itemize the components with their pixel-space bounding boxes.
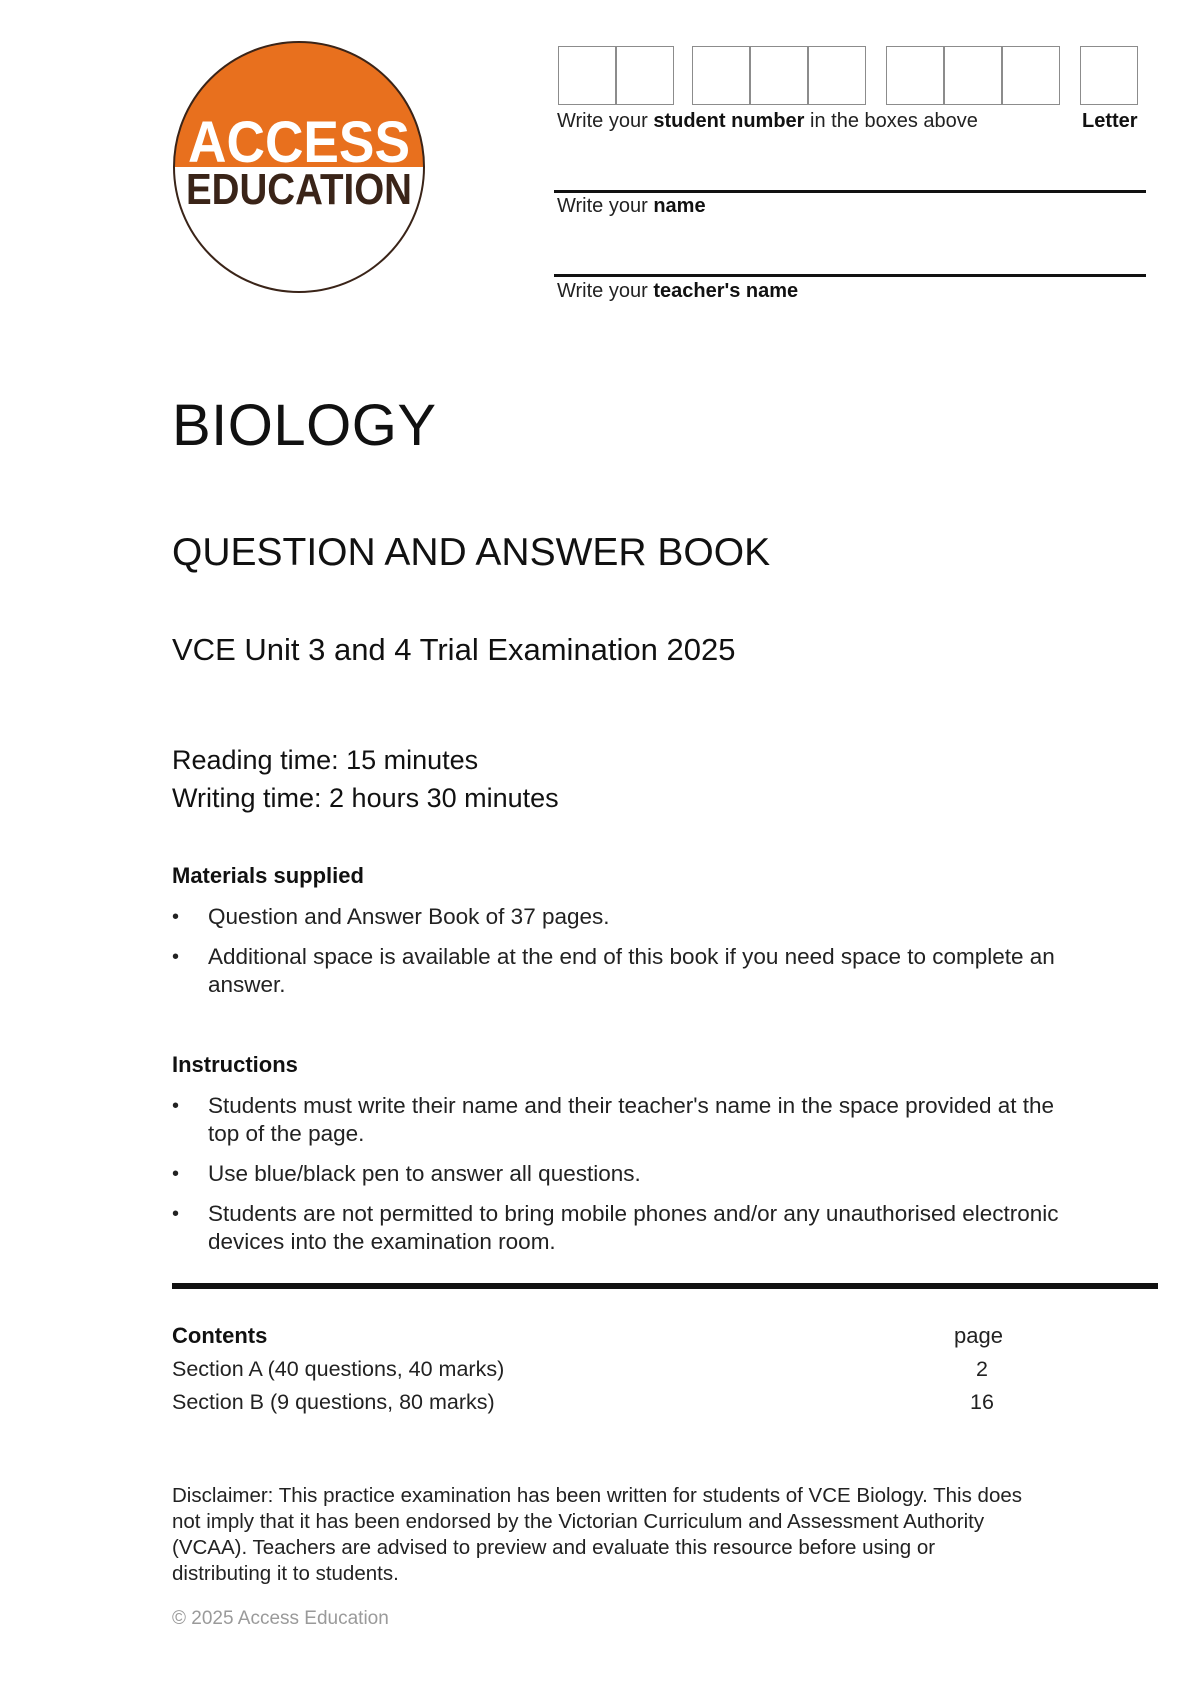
list-item: • Additional space is available at the end of this book if you need space to complete an answer.: [172, 944, 1055, 997]
logo-text-education: EDUCATION: [186, 165, 412, 214]
contents-row-page: 16: [970, 1390, 994, 1414]
student-number-label: Write your student number in the boxes above: [557, 110, 978, 132]
page-subtitle: QUESTION AND ANSWER BOOK: [172, 531, 771, 574]
contents-row: [172, 1390, 1012, 1415]
logo-text-access: ACCESS: [188, 110, 410, 175]
copyright: © 2025 Access Education: [172, 1608, 389, 1629]
contents-heading: Contents: [172, 1323, 268, 1348]
student-number-box[interactable]: [692, 46, 750, 105]
disclaimer: Disclaimer: This practice examination has been written for students of VCE Biology. This does not imply that it has been endorsed by the Victorian Curriculum and Assessment Authority (VCAA). Teachers are advised to preview and evaluate this resource before using or distributing it to students.: [172, 1484, 1023, 1585]
instructions-heading: Instructions: [172, 1052, 298, 1077]
list-item: • Students must write their name and their teacher's name in the space provided at the top of the page.: [172, 1093, 1055, 1146]
materials-list: [172, 903, 1072, 1011]
student-number-box[interactable]: [750, 46, 808, 105]
list-item: • Question and Answer Book of 37 pages.: [172, 904, 610, 929]
teacher-name-line[interactable]: [554, 274, 1146, 277]
contents-row-label: Section B (9 questions, 80 marks): [172, 1390, 495, 1414]
name-label: Write your name: [557, 195, 706, 217]
student-number-box[interactable]: [558, 46, 616, 105]
contents-row: [172, 1357, 1012, 1382]
list-item: • Use blue/black pen to answer all questions.: [172, 1161, 641, 1186]
contents-row-label: Section A (40 questions, 40 marks): [172, 1357, 505, 1381]
reading-time: Reading time: 15 minutes: [172, 745, 479, 775]
student-number-box[interactable]: [1002, 46, 1060, 105]
student-number-box[interactable]: [886, 46, 944, 105]
page-title: BIOLOGY: [172, 393, 437, 458]
student-number-box[interactable]: [944, 46, 1002, 105]
student-number-box[interactable]: [616, 46, 674, 105]
materials-heading: Materials supplied: [172, 863, 364, 888]
contents-page-heading: page: [954, 1323, 1003, 1348]
name-line[interactable]: [554, 190, 1146, 193]
letter-label: Letter: [1082, 110, 1138, 132]
student-number-box[interactable]: [808, 46, 866, 105]
contents-row-page: 2: [976, 1357, 988, 1381]
instructions-list: [172, 1092, 1072, 1268]
list-item: • Students are not permitted to bring mobile phones and/or any unauthorised electronic devices into the examination room.: [172, 1201, 1059, 1254]
teacher-name-label: Write your teacher's name: [557, 280, 799, 302]
writing-time: Writing time: 2 hours 30 minutes: [172, 783, 559, 813]
exam-name: VCE Unit 3 and 4 Trial Examination 2025: [172, 632, 736, 667]
access-education-logo: [172, 40, 426, 294]
student-letter-box[interactable]: [1080, 46, 1138, 105]
section-divider: [172, 1283, 1158, 1289]
